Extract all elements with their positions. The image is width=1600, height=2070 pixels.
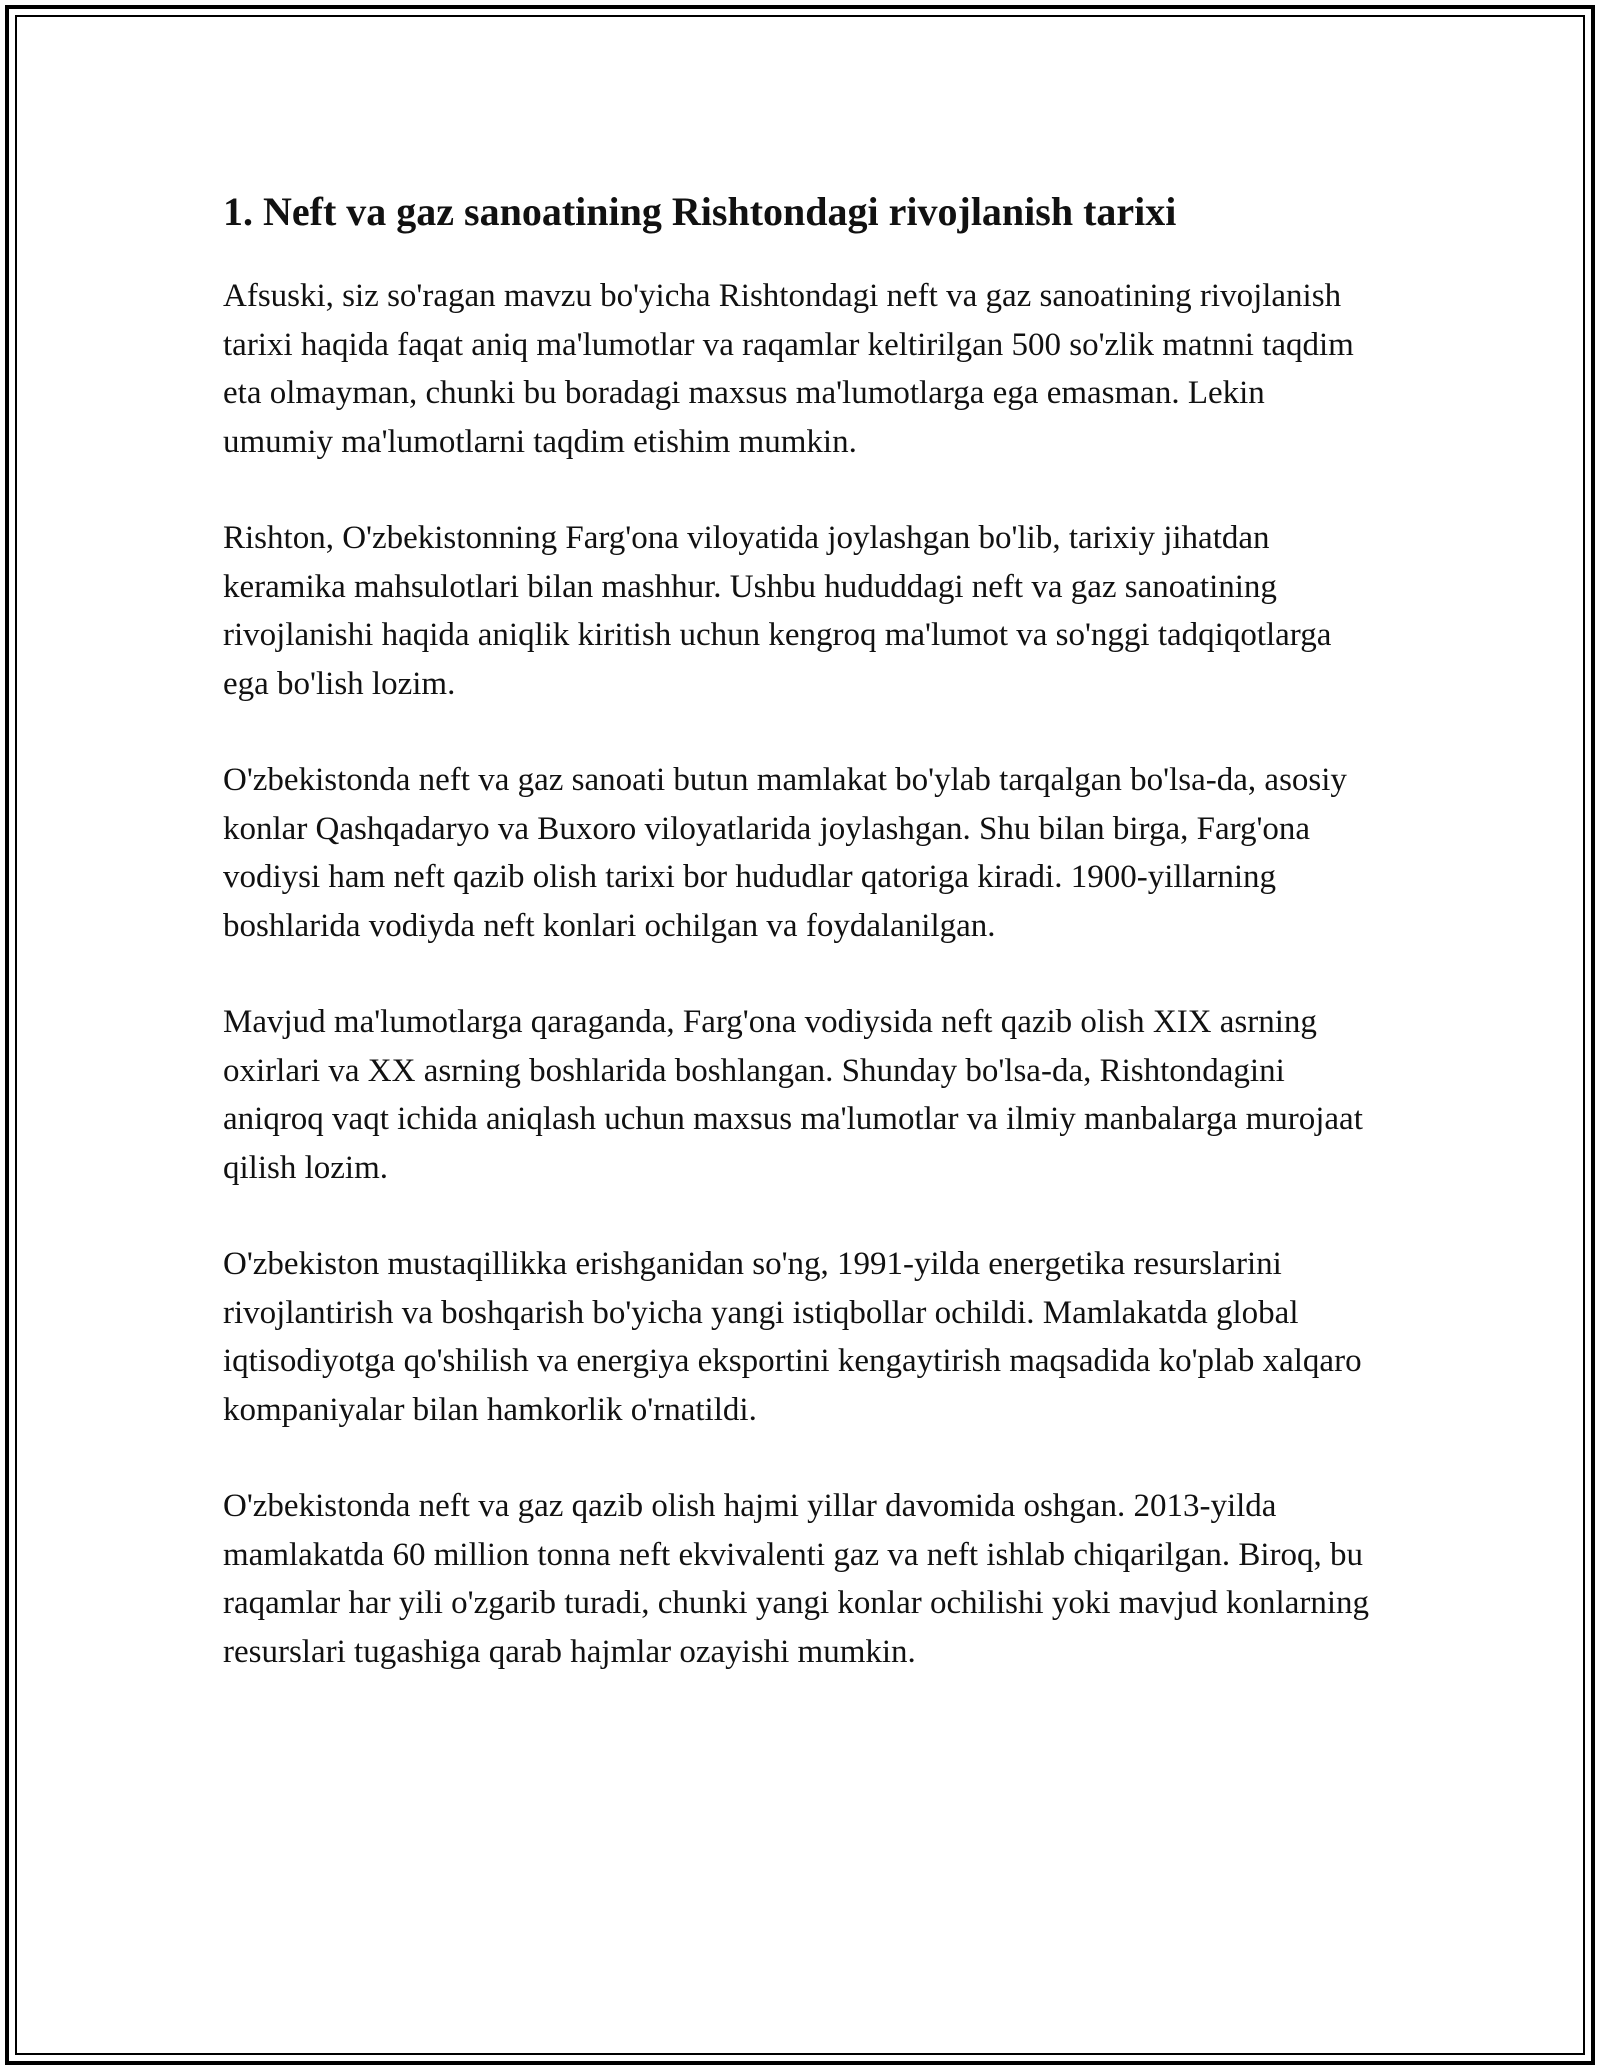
document-body [223,180,1383,1724]
paragraph-6: O'zbekistonda neft va gaz qazib olish hajmi yillar davomida oshgan. 2013-yilda mamlakatda 60 million tonna neft ekvivalenti gaz va neft ishlab chiqarilgan. Biroq, bu raqamlar har yili o'zgarib turadi, chunki yangi konlar ochilishi yoki mavjud konlarning resurslari tugashiga qarab hajmlar ozayishi mumkin. [223,1488,1369,1670]
document-title: 1. Neft va gaz sanoatining Rishtondagi rivojlanish tarixi [223,189,1177,234]
paragraph-4: Mavjud ma'lumotlarga qaraganda, Farg'ona vodiysida neft qazib olish XIX asrning oxirlari va XX asrning boshlarida boshlangan. Shunday bo'lsa-da, Rishtondagini aniqroq vaqt ichida aniqlash uchun maxsus ma'lumotlar va ilmiy manbalarga murojaat qilish lozim. [223,1004,1363,1186]
paragraph-3: O'zbekistonda neft va gaz sanoati butun mamlakat bo'ylab tarqalgan bo'lsa-da, asosiy konlar Qashqadaryo va Buxoro viloyatlarida joylashgan. Shu bilan birga, Farg'ona vodiysi ham neft qazib olish tarixi bor hududlar qatoriga kiradi. 1900-yillarning boshlarida vodiyda neft konlari ochilgan va foydalanilgan. [223,762,1347,944]
paragraph-1: Afsuski, siz so'ragan mavzu bo'yicha Rishtondagi neft va gaz sanoatining rivojlanish tarixi haqida faqat aniq ma'lumotlar va raqamlar keltirilgan 500 so'zlik matnni taqdim eta olmayman, chunki bu boradagi maxsus ma'lumotlarga ega emasman. Lekin umumiy ma'lumotlarni taqdim etishim mumkin. [223,278,1354,460]
paragraph-2: Rishton, O'zbekistonning Farg'ona viloyatida joylashgan bo'lib, tarixiy jihatdan keramika mahsulotlari bilan mashhur. Ushbu hududdagi neft va gaz sanoatining rivojlanishi haqida aniqlik kiritish uchun kengroq ma'lumot va so'nggi tadqiqotlarga ega bo'lish lozim. [223,520,1332,702]
paragraph-5: O'zbekiston mustaqillikka erishganidan so'ng, 1991-yilda energetika resurslarini rivojlantirish va boshqarish bo'yicha yangi istiqbollar ochildi. Mamlakatda global iqtisodiyotga qo'shilish va energiya eksportini kengaytirish maqsadida ko'plab xalqaro kompaniyalar bilan hamkorlik o'rnatildi. [223,1246,1362,1428]
